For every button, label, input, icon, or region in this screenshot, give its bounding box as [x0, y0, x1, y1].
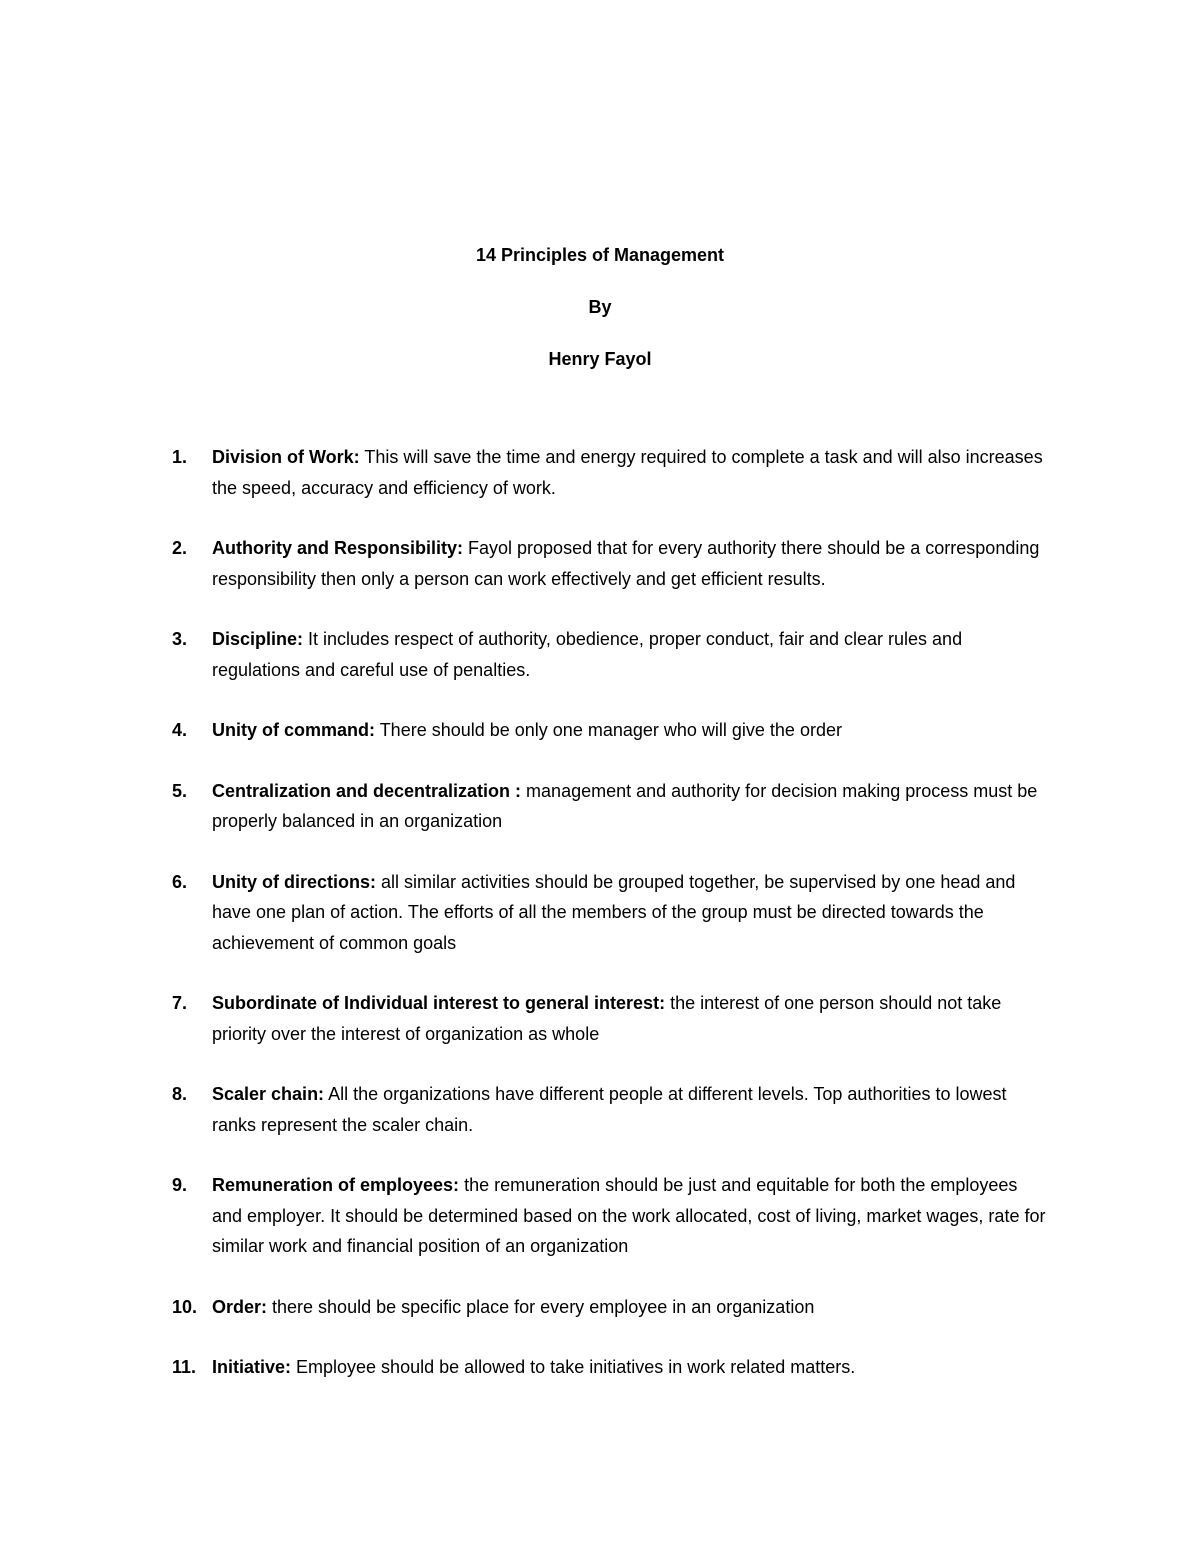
principle-description: This will save the time and energy required to complete a task and will also increases the speed, accuracy and efficiency of work.	[212, 447, 1043, 498]
principle-term: Discipline:	[212, 629, 304, 649]
item-number: 8.	[172, 1084, 188, 1104]
item-number: 7.	[172, 993, 188, 1013]
item-number: 3.	[172, 629, 188, 649]
principle-description: all similar activities should be grouped together, be supervised by one head and have one plan of action. The efforts of all the members of the group must be directed towards the achievement of common goals	[212, 871, 1016, 953]
principle-term: Division of Work:	[212, 447, 360, 467]
principle-description: Fayol proposed that for every authority there should be a corresponding responsibility then only a person can work effectively and get efficient results.	[212, 538, 1040, 589]
principle-term: Order:	[212, 1296, 268, 1317]
principle-item	[172, 624, 1052, 685]
item-number: 10.	[172, 1296, 198, 1317]
principle-description: the remuneration should be just and equitable for both the employees and employer. It should be determined based on the work allocated, cost of living, market wages, rate for similar work and financial position of an organization	[212, 1175, 1046, 1256]
principle-item	[172, 715, 1052, 746]
principle-description: management and authority for decision making process must be properly balanced in an organization	[212, 780, 1038, 831]
principle-item	[172, 988, 1052, 1049]
principle-term: Unity of directions:	[212, 871, 377, 892]
principle-term: Initiative:	[212, 1357, 292, 1377]
principle-term: Centralization and decentralization :	[212, 780, 522, 801]
principle-description: the interest of one person should not take priority over the interest of organization as whole	[212, 993, 1002, 1044]
principle-item	[172, 533, 1052, 594]
principle-item	[172, 442, 1052, 503]
principles-list	[172, 442, 1052, 1413]
item-number: 6.	[172, 871, 188, 892]
principle-item	[172, 1079, 1052, 1140]
by-line: By	[588, 297, 612, 317]
item-number: 4.	[172, 720, 188, 740]
principle-description: Employee should be allowed to take initiatives in work related matters.	[291, 1357, 856, 1377]
principle-term: Unity of command:	[212, 720, 376, 740]
principle-term: Subordinate of Individual interest to general interest:	[212, 993, 666, 1013]
document-heading	[0, 242, 1200, 372]
principle-item	[172, 1170, 1052, 1262]
principle-item	[172, 867, 1052, 959]
item-number: 5.	[172, 780, 188, 801]
item-number: 2.	[172, 538, 188, 558]
principle-description: All the organizations have different people at different levels. Top authorities to lowest ranks represent the scaler chain.	[212, 1084, 1007, 1135]
principle-item	[172, 776, 1052, 837]
principle-description: there should be specific place for every employee in an organization	[267, 1296, 815, 1317]
principle-description: There should be only one manager who will give the order	[375, 720, 842, 740]
item-number: 9.	[172, 1175, 188, 1195]
principle-term: Authority and Responsibility:	[212, 538, 464, 558]
item-number: 1.	[172, 447, 188, 467]
document-title: 14 Principles of Management	[475, 245, 725, 265]
item-number: 11.	[172, 1357, 197, 1377]
principle-item	[172, 1292, 1052, 1323]
author-name: Henry Fayol	[548, 349, 652, 369]
principle-description: It includes respect of authority, obedience, proper conduct, fair and clear rules and regulations and careful use of penalties.	[212, 629, 963, 680]
principle-item	[172, 1352, 1052, 1383]
principle-term: Remuneration of employees:	[212, 1175, 460, 1195]
principle-term: Scaler chain:	[212, 1084, 325, 1104]
